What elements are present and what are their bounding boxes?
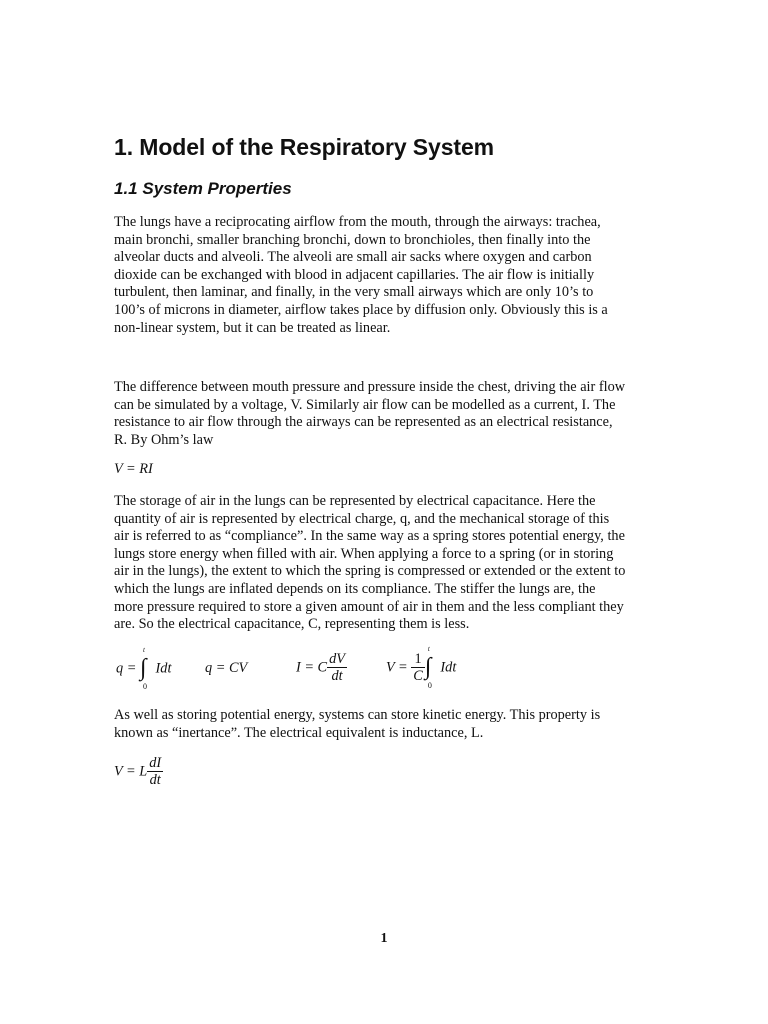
text-line: main bronchi, smaller branching bronchi, down to bronchioles, then finally into the [114, 231, 591, 248]
equation-charge-capacitance: q = CV [205, 660, 248, 676]
paragraph-capacitance [114, 493, 659, 634]
paragraph-inertance [114, 707, 659, 742]
fraction [411, 651, 425, 685]
text-line: known as “inertance”. The electrical equivalent is inductance, L. [114, 724, 484, 741]
fraction-numerator: dV [329, 651, 345, 667]
text-line: The storage of air in the lungs can be represented by electrical capacitance. Here the [114, 493, 596, 509]
fraction [327, 651, 347, 685]
text-line: The lungs have a reciprocating airflow from the mouth, through the airways: trachea, [114, 214, 601, 230]
text-line: can be simulated by a voltage, V. Similarly air flow can be modelled as a current, I. The [114, 396, 616, 413]
equation-current-derivative [296, 651, 347, 685]
text-line: quantity of air is represented by electrical charge, q, and the mechanical storage of this [114, 510, 610, 527]
integrand: Idt [155, 660, 172, 677]
text-line: non-linear system, but it can be treated as linear. [114, 319, 391, 336]
text-line: As well as storing potential energy, systems can store kinetic energy. This property is [114, 707, 601, 723]
integral-lower-limit: 0 [427, 681, 432, 690]
page-number: 1 [380, 931, 388, 946]
fraction-numerator: dI [149, 755, 162, 771]
text-line: are. So the electrical capacitance, C, representing them is less. [114, 616, 470, 633]
integral-upper-limit: t [142, 646, 145, 654]
equation-lhs: V = L [114, 763, 148, 780]
text-line: alveolar ducts and alveoli. The alveoli are small air sacks where oxygen and carbon [114, 249, 592, 266]
integral-sign: ∫ t 0 [424, 645, 432, 690]
equation-lhs: I = C [296, 659, 328, 676]
equation-charge-integral [116, 646, 172, 691]
text-line: The difference between mouth pressure and pressure inside the chest, driving the air flow [114, 379, 626, 395]
fraction [147, 755, 163, 789]
fraction-numerator: 1 [411, 651, 425, 668]
fraction-denominator: dt [331, 668, 343, 684]
integral-upper-limit: t [427, 645, 430, 653]
text-line: R. By Ohm’s law [114, 431, 214, 448]
equation-lhs: V = [386, 659, 408, 676]
text-line: air is referred to as “compliance”. In the same way as a spring stores potential energy, the [114, 528, 625, 545]
text-line: which the lungs are inflated depends on its compliance. The stiffer the lungs are, the [114, 580, 596, 597]
fraction-denominator: dt [149, 772, 161, 788]
fraction-denominator: C [413, 668, 423, 684]
text-line: more pressure required to store a given amount of air in them and the less compliant they [114, 598, 624, 615]
subsection-heading: 1.1 System Properties [114, 179, 292, 198]
text-line: 100’s of microns in diameter, airflow takes place by diffusion only. Obviously this is a [114, 301, 608, 318]
paragraph-airflow [114, 214, 659, 337]
text-line: dioxide can be exchanged with blood in adjacent capillaries. The air flow is initially [114, 266, 595, 283]
integral-lower-limit: 0 [142, 682, 147, 691]
section-heading: 1. Model of the Respiratory System [114, 134, 495, 160]
paragraph-resistance [114, 379, 659, 449]
text-line: turbulent, then laminar, and finally, in the very small airways which are only 10’s to [114, 284, 594, 301]
equation-voltage-integral [386, 645, 457, 690]
text-line: resistance to air flow through the airways can be represented as an electrical resistance, [114, 414, 613, 431]
integrand: Idt [440, 659, 457, 676]
equation-ohms-law: V = RI [114, 461, 153, 477]
text-line: lungs store energy when filled with air. When applying a force to a spring (or in storing [114, 545, 614, 562]
text-line: air in the lungs), the extent to which the spring is compressed or extended or the extent to [114, 563, 626, 580]
equation-inductance [114, 755, 163, 789]
equation-lhs: q = [116, 660, 137, 677]
integral-sign: ∫ t 0 [139, 646, 147, 691]
